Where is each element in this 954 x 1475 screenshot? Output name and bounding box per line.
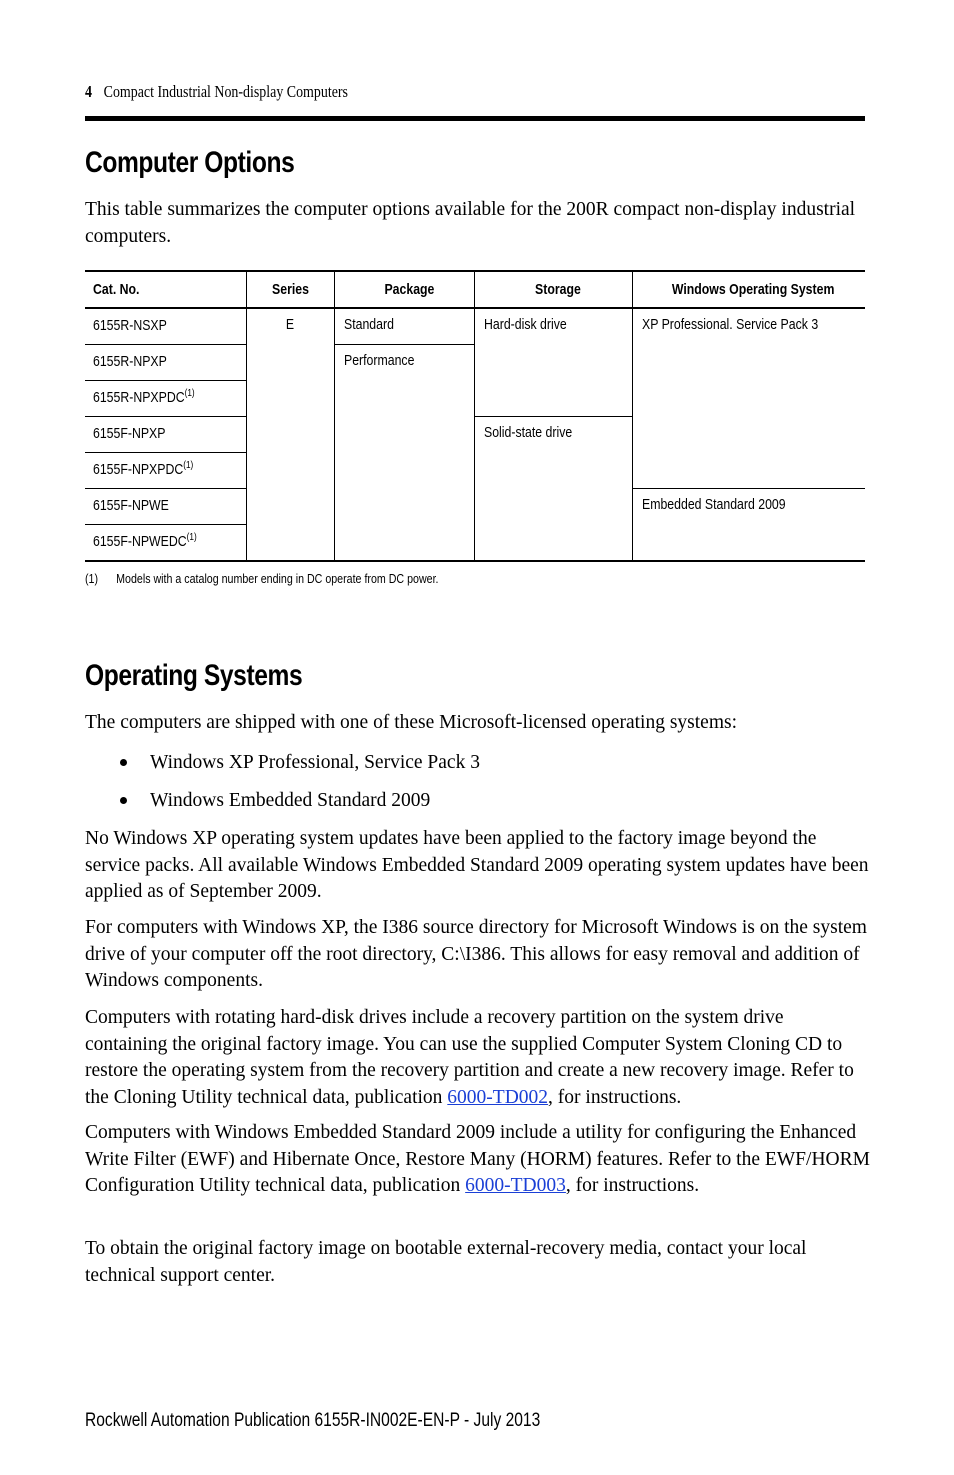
page-footer: Rockwell Automation Publication 6155R-IN002E-EN-P - July 2013 [85,1410,541,1431]
series-cell: E [247,308,335,561]
os-cell-xp: XP Professional. Service Pack 3 [633,308,866,489]
package-cell-standard: Standard [335,308,475,345]
paragraph-updates: No Windows XP operating system updates have been applied to the factory image beyond the service packs. All available Windows Embedded Standard 2009 operating system updates have been applied as of September 2009. [85,828,869,902]
footnote-number: (1) [85,571,99,586]
computer-options-heading: Computer Options [85,146,295,179]
bullet-icon [120,797,127,804]
list-item: Windows Embedded Standard 2009 [120,786,480,824]
paragraph-recovery: Computers with rotating hard-disk drives include a recovery partition on the system drive containing the original factory image. You can use the supplied Computer System Cloning CD to restore the operating system from the recovery partition and create a new recovery image. Refer to the Cloning Utility technical data, publication 6000-TD002, for instructions. [85,1007,854,1108]
link-6000-td003[interactable]: 6000-TD003 [465,1175,566,1196]
package-cell-performance: Performance [335,345,475,562]
table-header-row [85,271,865,308]
cat-no-cell: 6155F-NPXP [85,417,247,453]
col-header-cat-no: Cat. No. [85,271,247,308]
table-row [85,308,865,345]
cat-no-cell: 6155F-NPWE [85,489,247,525]
os-cell-embedded: Embedded Standard 2009 [633,489,866,562]
cat-no-cell: 6155R-NPXP [85,345,247,381]
cat-no-cell: 6155R-NSXP [85,308,247,345]
col-header-series: Series [247,271,335,308]
footnote-text: Models with a catalog number ending in DC operate from DC power. [116,571,439,586]
paragraph-factory-image: To obtain the original factory image on bootable external-recovery media, contact your local technical support center. [85,1238,807,1286]
link-6000-td002[interactable]: 6000-TD002 [447,1086,549,1108]
cat-no-cell: 6155R-NPXPDC$^{(1)}$ [85,381,247,417]
cat-no-cell: 6155F-NPXPDC$^{(1)}$ [85,453,247,489]
os-bullet-list [120,748,480,824]
running-header [85,82,348,102]
computer-options-table [85,270,865,562]
col-header-os: Windows Operating System [633,271,866,308]
storage-cell-ssd: Solid-state drive [475,417,633,562]
paragraph-ewf-horm: Computers with Windows Embedded Standard 2009 include a utility for configuring the Enhanced Write Filter (EWF) and Hibernate Once, Restore Many (HORM) features. Refer to the EWF/HORM Configuration Utility technical data, publication 6000-TD003, for instructions. [85,1122,870,1196]
operating-systems-intro: The computers are shipped with one of these Microsoft-licensed operating systems: [85,712,737,733]
header-rule [85,116,865,121]
page-number: 4 [85,82,92,101]
computer-options-intro: This table summarizes the computer options available for the 200R compact non-display industrial computers. [85,199,856,247]
col-header-package: Package [335,271,475,308]
paragraph-i386: For computers with Windows XP, the I386 source directory for Microsoft Windows is on the system drive of your computer off the root directory, C:\I386. This allows for easy removal and addition of Windows components. [85,917,867,991]
storage-cell-hdd: Hard-disk drive [475,308,633,417]
running-header-title: Compact Industrial Non-display Computers [103,82,348,101]
operating-systems-heading: Operating Systems [85,659,303,692]
list-item: Windows XP Professional, Service Pack 3 [120,748,480,786]
bullet-icon [120,759,127,766]
table-footnote [85,571,438,586]
col-header-storage: Storage [475,271,633,308]
cat-no-cell: 6155F-NPWEDC$^{(1)}$ [85,525,247,562]
